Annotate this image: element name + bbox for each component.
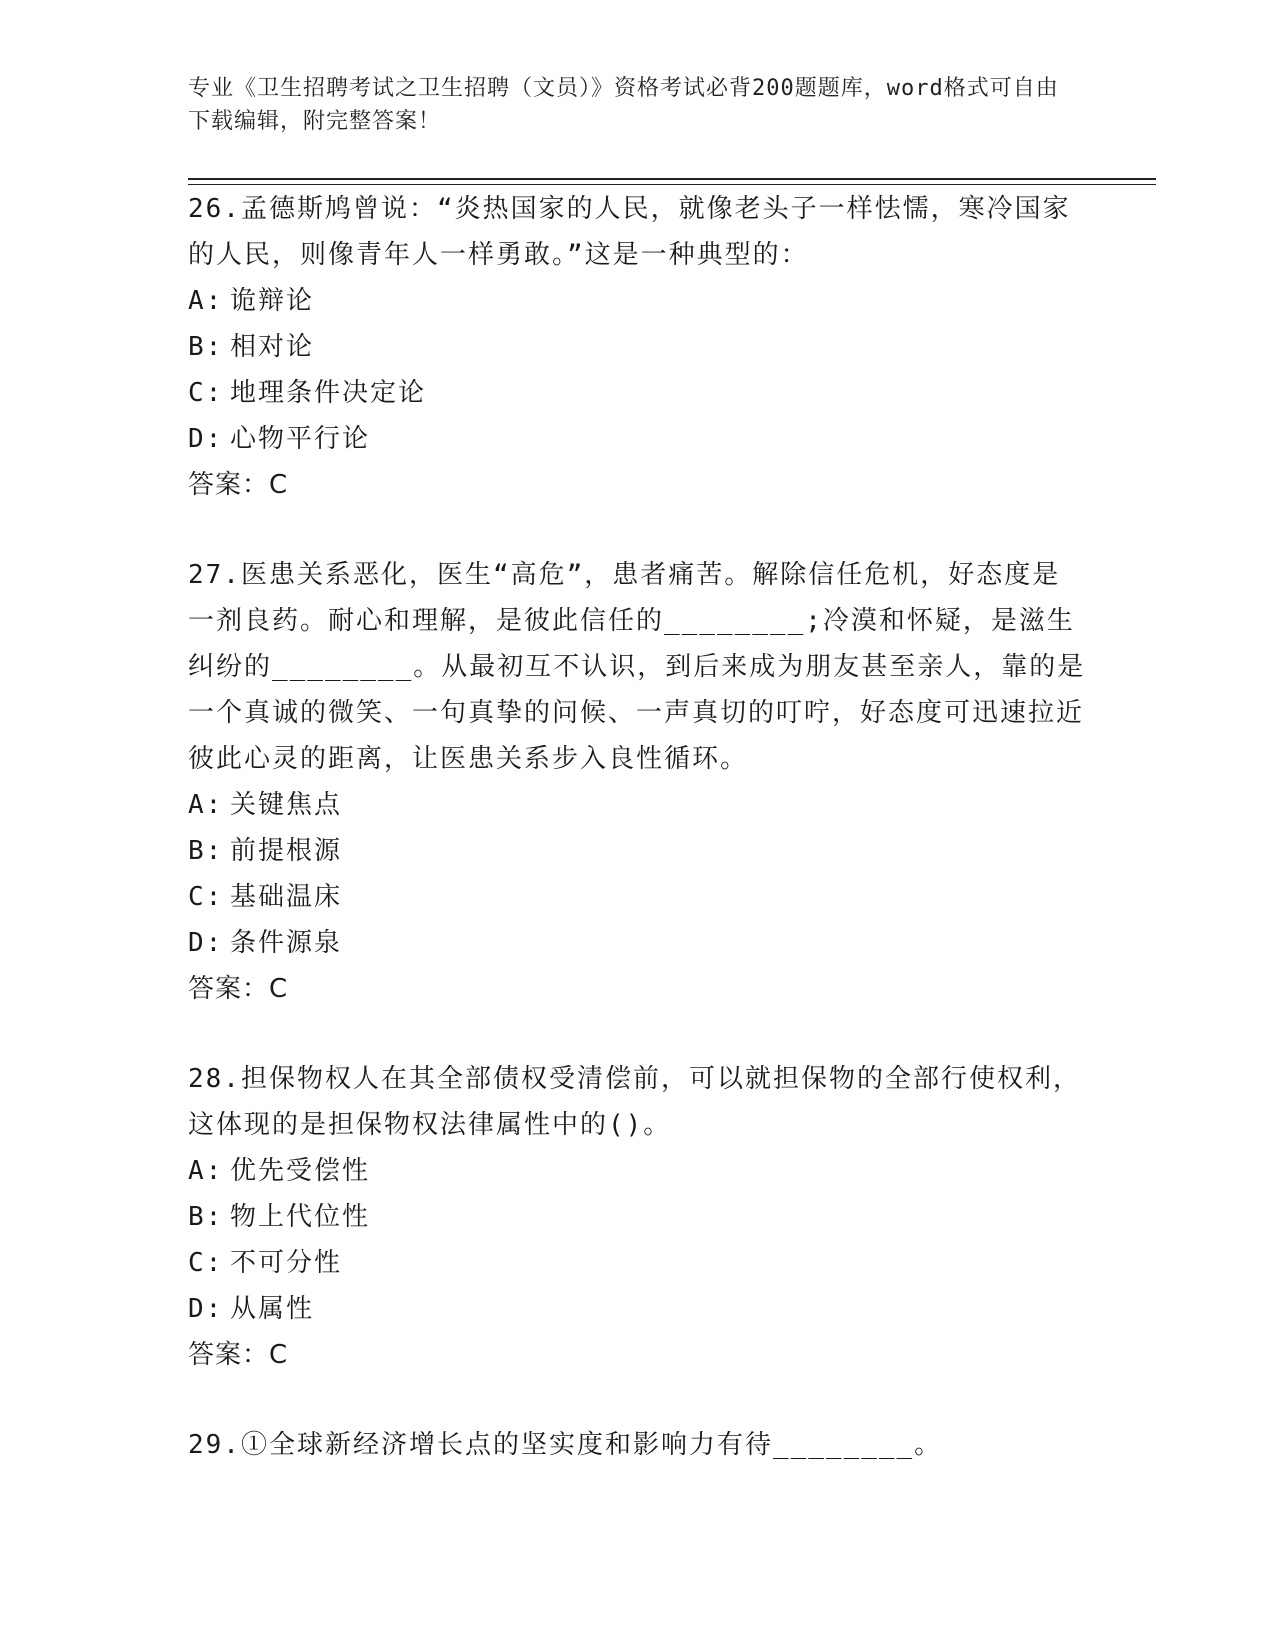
option-text: 物上代位性: [230, 1202, 371, 1232]
option-text: 前提根源: [230, 836, 343, 866]
question-text: 29.①全球新经济增长点的坚实度和影响力有待________。: [188, 1430, 943, 1460]
option-text: 心物平行论: [230, 424, 371, 454]
option-text: 诡辩论: [230, 286, 315, 316]
option-letter: D:: [188, 1294, 224, 1324]
option-letter: A:: [188, 286, 224, 316]
option-text: 相对论: [230, 332, 315, 362]
header-rule-thin: [188, 184, 1156, 185]
option-b: [188, 324, 1088, 370]
option-a: [188, 782, 1088, 828]
option-letter: B:: [188, 836, 224, 866]
option-c: [188, 874, 1088, 920]
option-letter: C:: [188, 378, 224, 408]
question-text: 28.担保物权人在其全部债权受清偿前，可以就担保物的全部行使权利，这体现的是担保物权法律属性中的()。: [188, 1064, 1081, 1140]
answer-line: 答案：C: [188, 974, 289, 1004]
option-letter: B:: [188, 1202, 224, 1232]
option-text: 条件源泉: [230, 928, 343, 958]
header-rule-thick: [188, 178, 1156, 180]
option-text: 关键焦点: [230, 790, 343, 820]
option-a: [188, 1148, 1088, 1194]
option-c: [188, 370, 1088, 416]
option-text: 从属性: [230, 1294, 315, 1324]
answer-line: 答案：C: [188, 1340, 289, 1370]
option-b: [188, 828, 1088, 874]
option-text: 不可分性: [230, 1248, 343, 1278]
option-letter: D:: [188, 928, 224, 958]
option-d: [188, 1286, 1088, 1332]
option-letter: A:: [188, 790, 224, 820]
option-text: 基础温床: [230, 882, 343, 912]
question-27: [188, 552, 1088, 1012]
option-text: 地理条件决定论: [230, 378, 427, 408]
question-28: [188, 1056, 1088, 1378]
question-text: 27.医患关系恶化，医生“高危”，患者痛苦。解除信任危机，好态度是一剂良药。耐心和理解，是彼此信任的________;冷漠和怀疑，是滋生纠纷的________。从最初互不认识，到后来成为朋友甚至亲人，靠的是一个真诚的微笑、一句真挚的问候、一声真切的叮咛，好态度可迅速拉近彼此心灵的距离，让医患关系步入良性循环。: [188, 560, 1086, 774]
option-letter: C:: [188, 1248, 224, 1278]
question-26: [188, 186, 1088, 508]
option-letter: D:: [188, 424, 224, 454]
option-letter: C:: [188, 882, 224, 912]
option-d: [188, 416, 1088, 462]
question-29: [188, 1422, 1088, 1468]
option-letter: A:: [188, 1156, 224, 1186]
document-header: 专业《卫生招聘考试之卫生招聘（文员）》资格考试必背200题题库，word格式可自由下载编辑，附完整答案！: [188, 76, 1059, 134]
option-d: [188, 920, 1088, 966]
question-text: 26.孟德斯鸠曾说：“炎热国家的人民，就像老头子一样怯懦，寒冷国家的人民，则像青年人一样勇敢。”这是一种典型的：: [188, 194, 1071, 270]
option-c: [188, 1240, 1088, 1286]
option-text: 优先受偿性: [230, 1156, 371, 1186]
option-b: [188, 1194, 1088, 1240]
answer-line: 答案：C: [188, 470, 289, 500]
option-letter: B:: [188, 332, 224, 362]
option-a: [188, 278, 1088, 324]
question-list: [188, 186, 1088, 1512]
